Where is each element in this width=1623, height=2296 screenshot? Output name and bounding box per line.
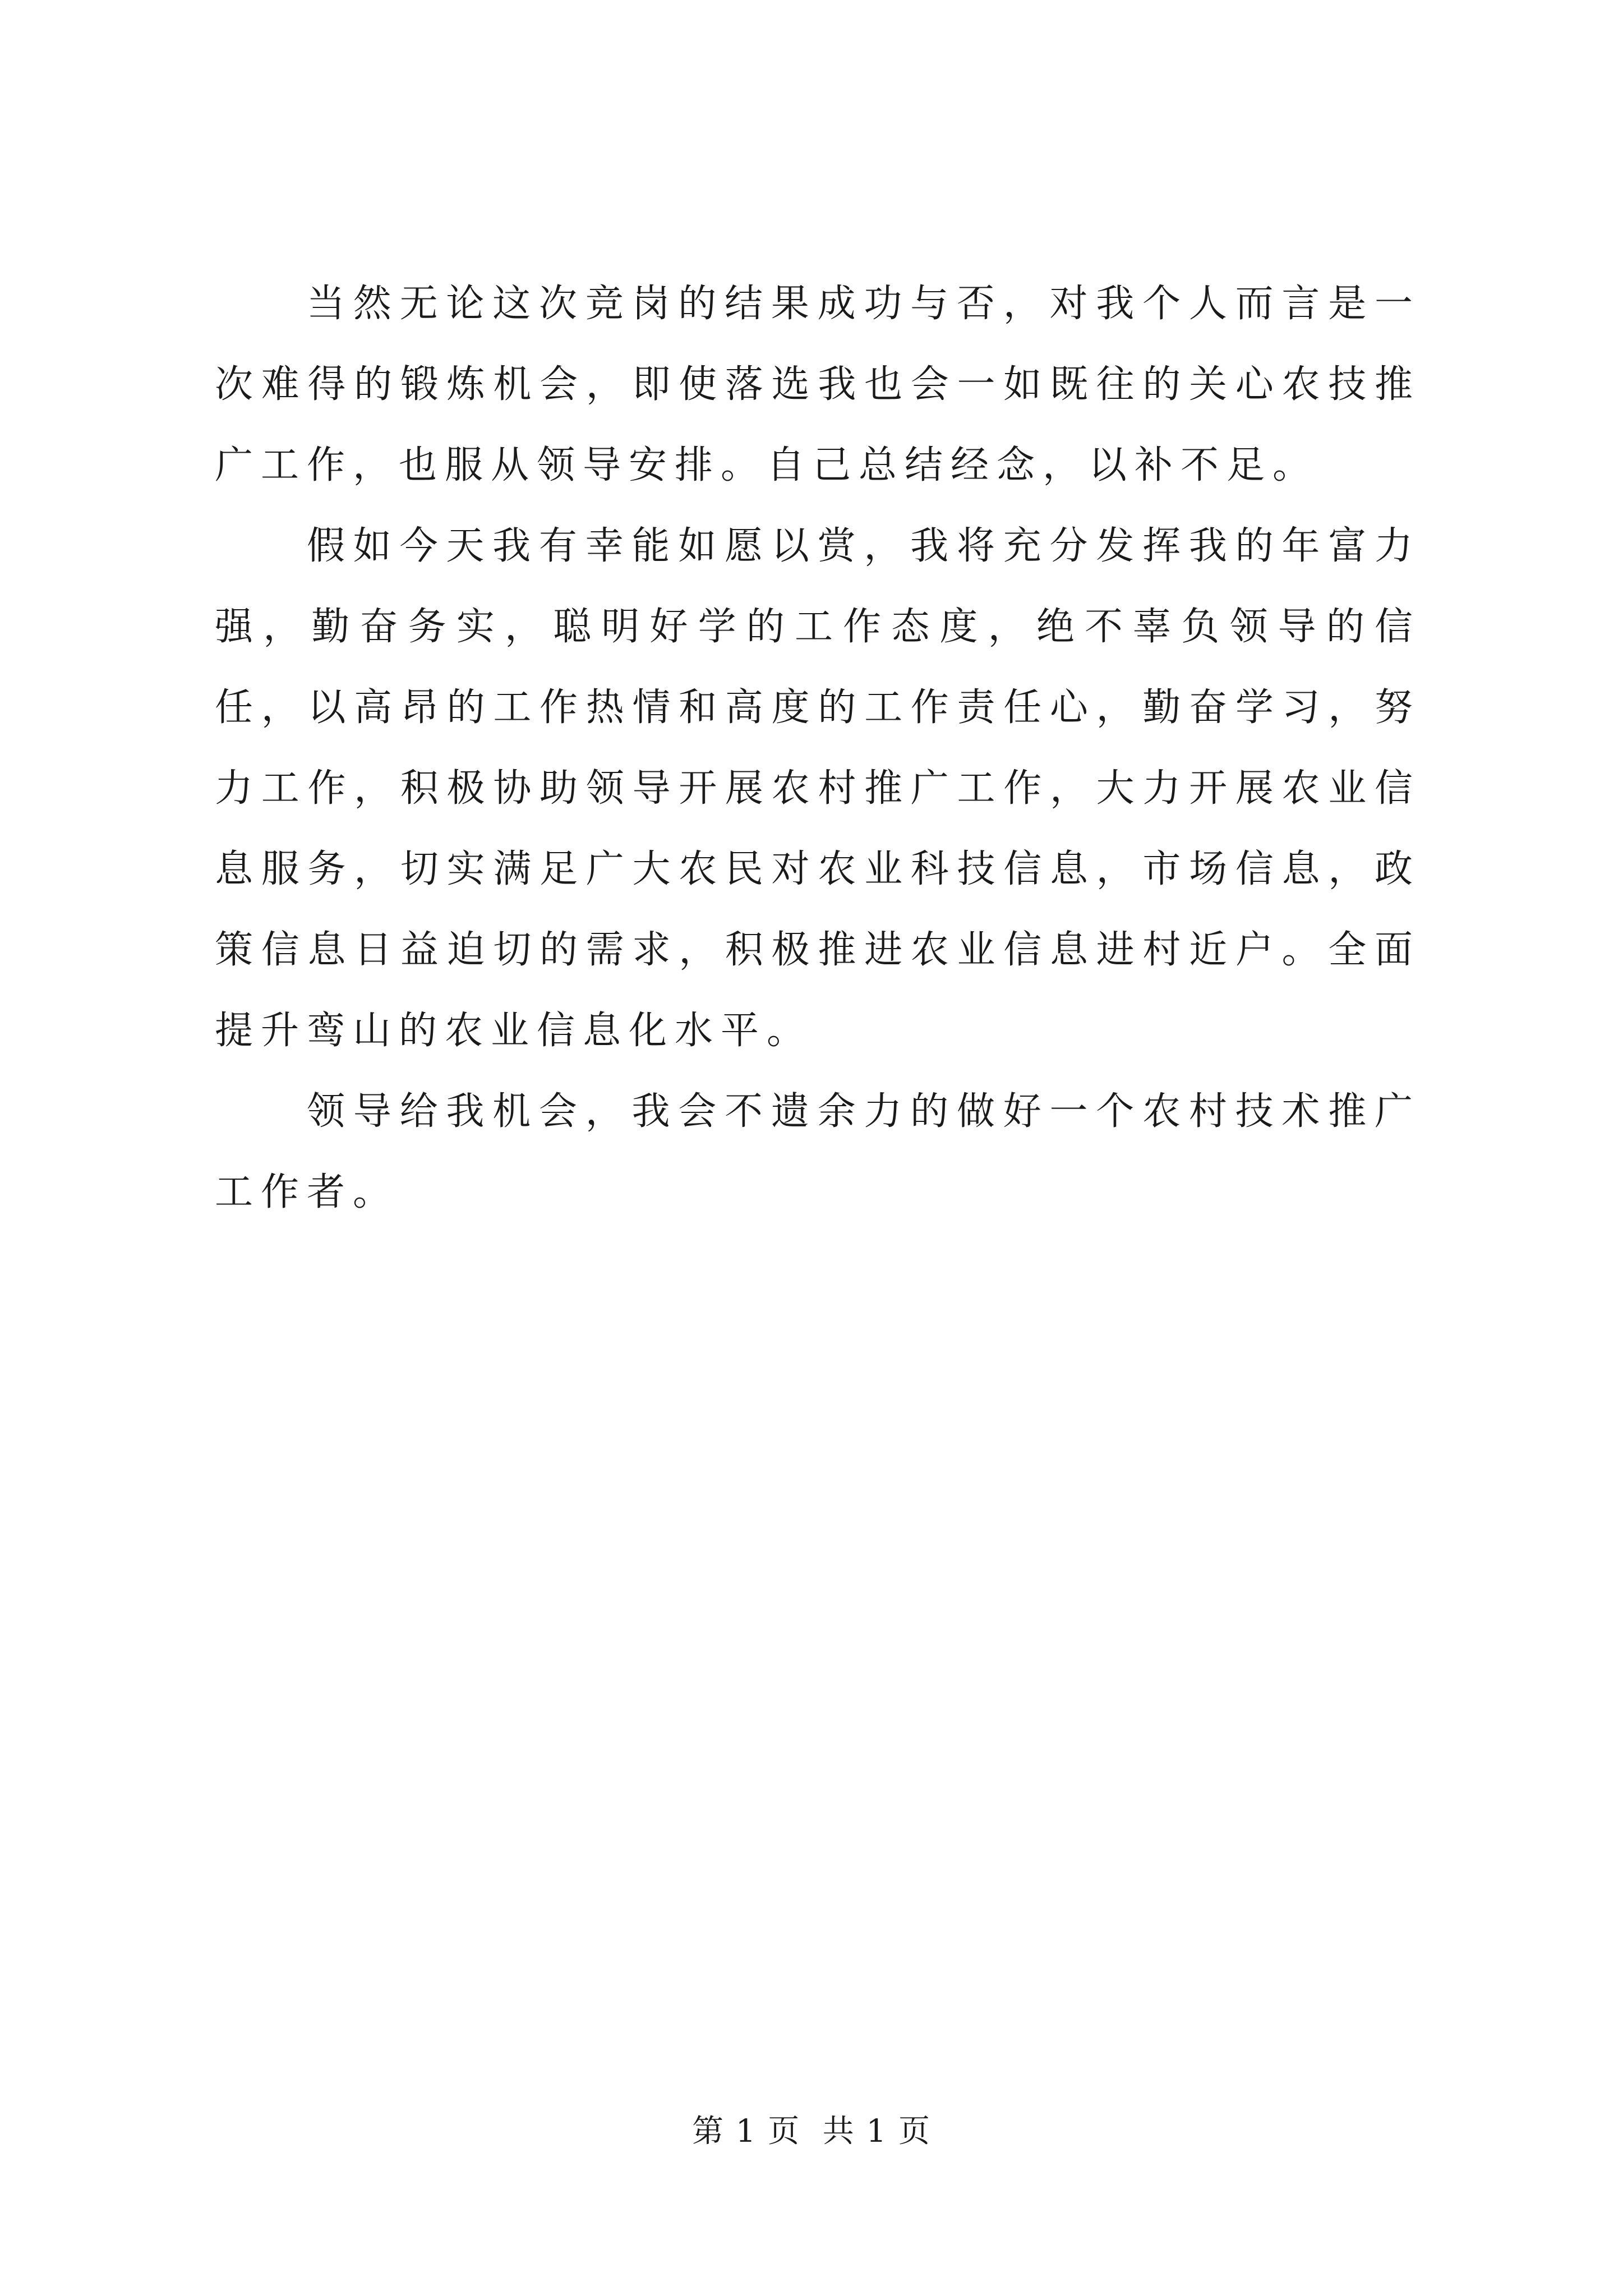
page-number-footer: 第 1 页 共 1 页 xyxy=(691,2113,932,2150)
paragraph-1: 当然无论这次竞岗的结果成功与否，对我个人而言是一次难得的锻炼机会，即使落选我也会一如既往的关心农技推广工作，也服从领导安排。自己总结经念，以补不足。 xyxy=(215,282,1421,487)
paragraph-3: 领导给我机会，我会不遗余力的做好一个农村技术推广工作者。 xyxy=(215,1089,1421,1214)
paragraph-2: 假如今天我有幸能如愿以赏，我将充分发挥我的年富力强，勤奋务实，聪明好学的工作态度，绝不辜负领导的信任，以高昂的工作热情和高度的工作责任心，勤奋学习，努力工作，积极协助领导开展农村推广工作，大力开展农业信息服务，切实满足广大农民对农业科技信息，市场信息，政策信息日益迫切的需求，积极推进农业信息进村近户。全面提升鸾山的农业信息化水平。 xyxy=(215,524,1421,1053)
document-body xyxy=(215,264,1421,1233)
